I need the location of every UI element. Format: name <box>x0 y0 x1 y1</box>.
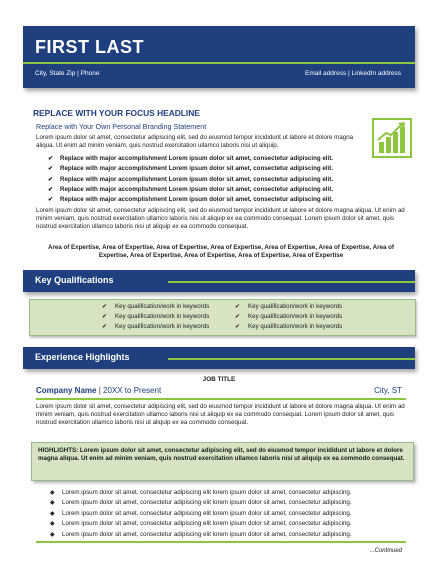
accomplishment-text: Replace with major accomplishment Lorem ipsum dolor sit amet, consectetur adipiscing elit. <box>60 155 334 162</box>
bullet-text: Lorem ipsum dolor sit amet, consectetur adipiscing elit lorem ipsum dolor sit amet, consectetur adipiscing. <box>62 489 352 496</box>
company-divider <box>36 398 406 400</box>
experience-bullet <box>50 489 352 499</box>
continued-note: ...Continued <box>369 548 402 554</box>
company-separator: | <box>98 386 101 395</box>
qualifications-box <box>29 299 416 336</box>
accomplishment-item <box>48 186 333 196</box>
experience-description: Lorem ipsum dolor sit amet, consectetur adipiscing elit, sed do eiusmod tempor incididunt ut labore et dolore magna aliqua. Ut enim ad minim veniam, quis nostrud exercitation ullamco laboris nisi ut aliquip ex ea commodo consequat. Lorem ipsum dolor sit amet, quis nostrud exercitation ullamco laboris nisi ut aliquip ex ea commodo consequat. <box>36 403 405 427</box>
experience-highlights-header <box>23 347 415 369</box>
section-divider <box>168 358 415 360</box>
bullet-text: Lorem ipsum dolor sit amet, consectetur adipiscing elit lorem ipsum dolor sit amet, consectetur adipiscing. <box>62 520 352 528</box>
qualification-item <box>102 313 209 323</box>
accomplishment-text: Replace with major accomplishment Lorem ipsum dolor sit amet, consectetur adipiscing elit. <box>60 175 334 183</box>
candidate-name: FIRST LAST <box>35 37 144 57</box>
check-icon: ✔ <box>48 155 54 162</box>
diamond-icon: ◆ <box>50 500 55 507</box>
qualification-item <box>235 323 342 333</box>
footer-divider <box>36 541 406 543</box>
check-icon: ✔ <box>102 323 108 330</box>
bar-chart-growth-icon <box>372 118 412 158</box>
summary-body: Lorem ipsum dolor sit amet, consectetur adipiscing elit, sed do eiusmod tempor incididunt ut labore et dolore magna aliqua. Ut enim ad minim veniam, quis nostrud exercitation ullamco laboris nisi ut aliquip ex ea commodo consequat. Lorem ipsum dolor sit amet, quis nostrud exercitation ullamco laboris nisi ut aliquip ex ea commodo consequat. <box>36 207 405 231</box>
bullet-text: Lorem ipsum dolor sit amet, consectetur adipiscing elit lorem ipsum dolor sit amet, consectetur adipiscing. <box>62 499 352 507</box>
job-title: JOB TITLE <box>202 376 236 383</box>
check-icon: ✔ <box>102 303 108 310</box>
highlights-box: HIGHLIGHTS: Lorem ipsum dolor sit amet, consectetur adipiscing elit, sed do eiusmod tempor incididunt ut labore et dolore magna aliqua. Ut enim ad minim veniam, quis nostrud exercitation ullamco laboris nisi ut aliquip ex ea commodo consequat. <box>31 442 414 481</box>
qualification-text: Key qualification/work in keywords <box>248 313 343 320</box>
qualification-text: Key qualification/work in keywords <box>115 313 210 320</box>
key-qualifications-header <box>23 270 415 292</box>
check-icon: ✔ <box>235 313 241 320</box>
contact-location-phone: City, State Zip | Phone <box>35 70 100 77</box>
experience-bullet <box>50 520 352 530</box>
qualification-item <box>102 303 209 313</box>
qualification-text: Key qualification/work in keywords <box>115 323 210 330</box>
check-icon: ✔ <box>235 303 241 310</box>
branding-statement: Replace with Your Own Personal Branding Statement <box>36 122 207 131</box>
qualification-item <box>235 303 342 313</box>
experience-bullet <box>50 510 352 520</box>
accomplishment-text: Replace with major accomplishment Lorem ipsum dolor sit amet, consectetur adipiscing elit. <box>60 196 334 204</box>
qualifications-right-column <box>235 303 342 333</box>
contact-email-linkedin: Email address | LinkedIn address <box>305 70 401 77</box>
section-title: Experience Highlights <box>35 352 130 362</box>
bullet-text: Lorem ipsum dolor sit amet, consectetur adipiscing elit lorem ipsum dolor sit amet, consectetur adipiscing. <box>62 530 352 538</box>
areas-of-expertise: Area of Expertise, Area of Expertise, Area of Expertise, Area of Expertise, Area of Expertise, Area of Expertise, Area of Expertise, Area of Expertise, Area of Expertise, Area of Expertise, Area of Expertise <box>48 244 394 260</box>
company-name: Company Name <box>36 386 97 395</box>
diamond-icon: ◆ <box>50 521 55 528</box>
diamond-icon: ◆ <box>50 490 55 496</box>
check-icon: ✔ <box>48 175 54 183</box>
accomplishment-text: Replace with major accomplishment Lorem ipsum dolor sit amet, consectetur adipiscing elit. <box>60 165 334 173</box>
diamond-icon: ◆ <box>50 531 55 538</box>
section-divider <box>168 281 415 283</box>
check-icon: ✔ <box>48 185 54 193</box>
summary-intro: Lorem ipsum dolor sit amet, consectetur adipiscing elit, sed do eiusmod tempor incididunt ut labore et dolore magna aliqua. Ut enim ad minim veniam, quis nostrud exercitation ullamco laboris nisi ut aliquip. <box>36 134 354 150</box>
diamond-icon: ◆ <box>50 510 55 517</box>
qualification-text: Key qualification/work in keywords <box>248 323 343 330</box>
bullet-text: Lorem ipsum dolor sit amet, consectetur adipiscing elit lorem ipsum dolor sit amet, consectetur adipiscing. <box>62 509 352 517</box>
check-icon: ✔ <box>102 313 108 320</box>
accomplishment-text: Replace with major accomplishment Lorem ipsum dolor sit amet, consectetur adipiscing elit. <box>60 185 334 193</box>
resume-header <box>23 26 415 88</box>
focus-headline: REPLACE WITH YOUR FOCUS HEADLINE <box>33 108 200 118</box>
accomplishment-list <box>48 155 333 206</box>
company-line <box>36 386 161 396</box>
check-icon: ✔ <box>48 165 54 173</box>
accomplishment-item <box>48 165 333 175</box>
qualifications-left-column <box>102 303 209 333</box>
qualification-item <box>235 313 342 323</box>
experience-bullet <box>50 499 352 509</box>
check-icon: ✔ <box>48 196 54 204</box>
experience-bullet-list <box>50 489 352 541</box>
header-divider <box>23 62 415 64</box>
qualification-item <box>102 323 209 333</box>
employment-dates: 20XX to Present <box>103 386 162 395</box>
accomplishment-item <box>48 155 333 165</box>
section-title: Key Qualifications <box>35 275 114 285</box>
accomplishment-item <box>48 176 333 186</box>
job-location: City, ST <box>374 386 402 395</box>
experience-bullet <box>50 531 352 541</box>
qualification-text: Key qualification/work in keywords <box>115 303 210 310</box>
qualification-text: Key qualification/work in keywords <box>248 303 343 310</box>
accomplishment-item <box>48 196 333 206</box>
check-icon: ✔ <box>235 323 241 330</box>
